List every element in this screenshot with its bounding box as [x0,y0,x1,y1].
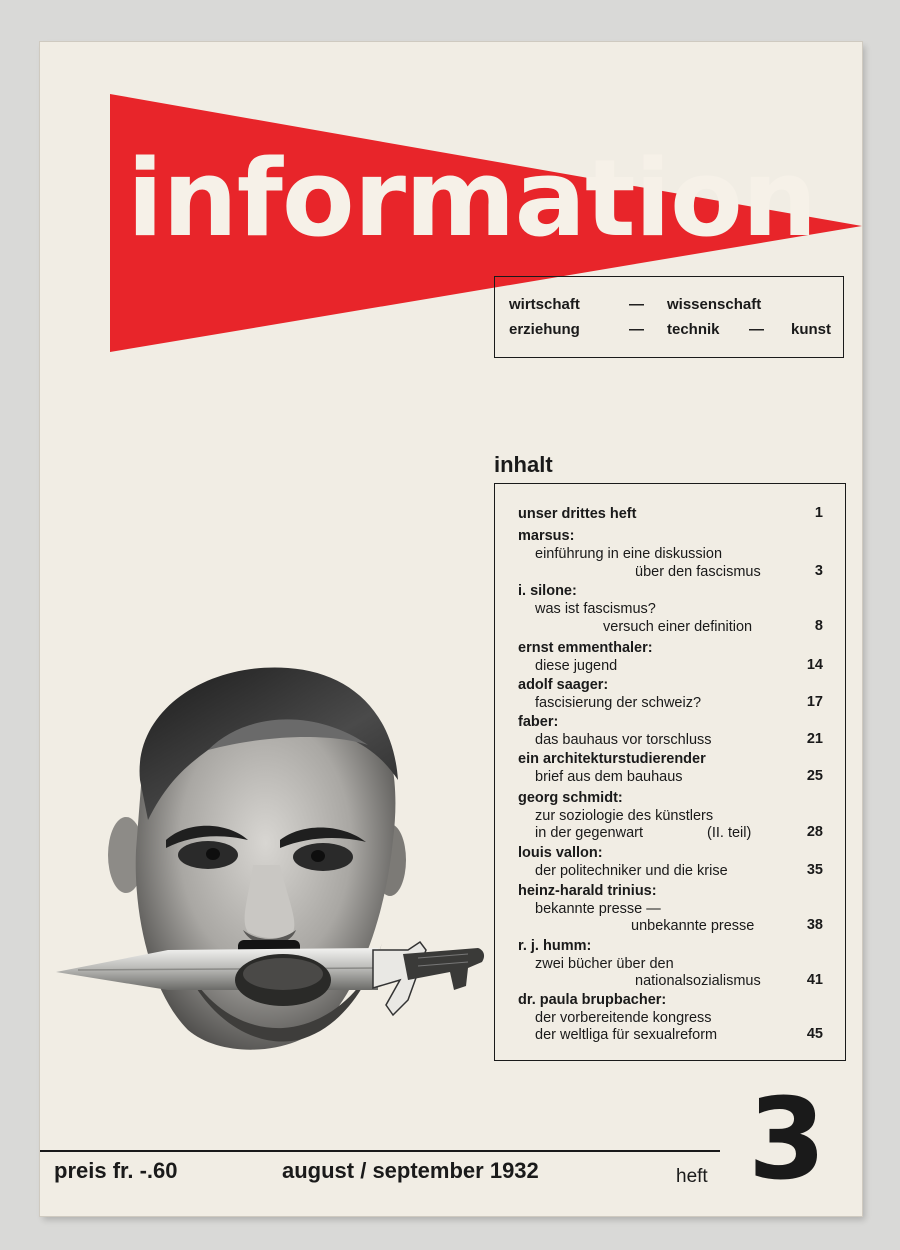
issue-date: august / september 1932 [282,1158,539,1183]
toc-page-number: 21 [806,731,823,747]
toc-author: marsus: [518,528,575,544]
toc-page-number: 35 [806,862,823,878]
topics-row-1 [509,296,829,316]
footer-rule [40,1150,720,1152]
toc-page-number: 14 [806,657,823,673]
toc-title-line: brief aus dem bauhaus [535,769,683,785]
toc-page-number: 38 [806,917,823,933]
toc-author: heinz-harald trinius: [518,883,657,899]
toc-page-number: 1 [814,505,823,521]
toc-title-line: der vorbereitende kongress [535,1010,712,1026]
toc-title-line: fascisierung der schweiz? [535,695,702,711]
toc-author: ernst emmenthaler: [518,640,653,656]
topic-item: kunst [791,321,832,338]
topics-box [494,276,844,358]
toc-title-line: versuch einer definition [603,619,753,635]
toc-page-number: 3 [814,563,823,579]
toc-author: adolf saager: [518,677,609,693]
toc-title-line: der politechniker und die krise [535,863,728,879]
topic-item: wissenschaft [667,296,762,313]
toc-author: r. j. humm: [518,938,592,954]
masthead-title: information [127,137,817,260]
toc-author: i. silone: [518,583,577,599]
topic-dash: — [629,296,644,313]
toc-part-note: (II. teil) [707,825,752,841]
toc-author: georg schmidt: [518,790,623,806]
issue-number: 3 [748,1075,822,1205]
toc-author: louis vallon: [518,845,603,861]
topic-item: erziehung [509,321,580,338]
toc-title-line: diese jugend [535,658,618,674]
toc-title-line: unbekannte presse [631,918,755,934]
toc-title-line: über den fascismus [635,564,761,580]
toc-author: faber: [518,714,559,730]
toc-title-line: zur soziologie des künstlers [535,808,714,824]
topic-item: wirtschaft [509,296,580,313]
topic-dash: — [749,321,764,338]
topic-item: technik [667,321,720,338]
toc-title-line: einführung in eine diskussion [535,546,723,562]
toc-title-line: zwei bücher über den [535,956,674,972]
toc-page-number: 8 [814,618,823,634]
toc-page-number: 45 [806,1026,823,1042]
issue-label: heft [676,1166,708,1187]
toc-author: ein architekturstudierender [518,751,706,767]
toc-title-line: was ist fascismus? [535,601,656,617]
table-of-contents [494,483,846,1061]
toc-page-number: 41 [806,972,823,988]
toc-title-line: der weltliga für sexualreform [535,1027,718,1043]
topic-dash: — [629,321,644,338]
toc-title-line: in der gegenwart [535,825,644,841]
toc-title-line: nationalsozialismus [635,973,761,989]
photomontage-head-with-dagger-icon [48,650,488,1070]
toc-page-number: 17 [806,694,823,710]
toc-title-line: das bauhaus vor torschluss [535,732,712,748]
toc-title-line: bekannte presse — [535,901,661,917]
toc-author: dr. paula brupbacher: [518,992,667,1008]
toc-page-number: 25 [806,768,823,784]
contents-heading: inhalt [494,452,553,477]
price-label: preis fr. -.60 [54,1158,178,1183]
toc-page-number: 28 [806,824,823,840]
toc-entry-title: unser drittes heft [518,506,637,522]
topics-row-2 [509,321,832,341]
